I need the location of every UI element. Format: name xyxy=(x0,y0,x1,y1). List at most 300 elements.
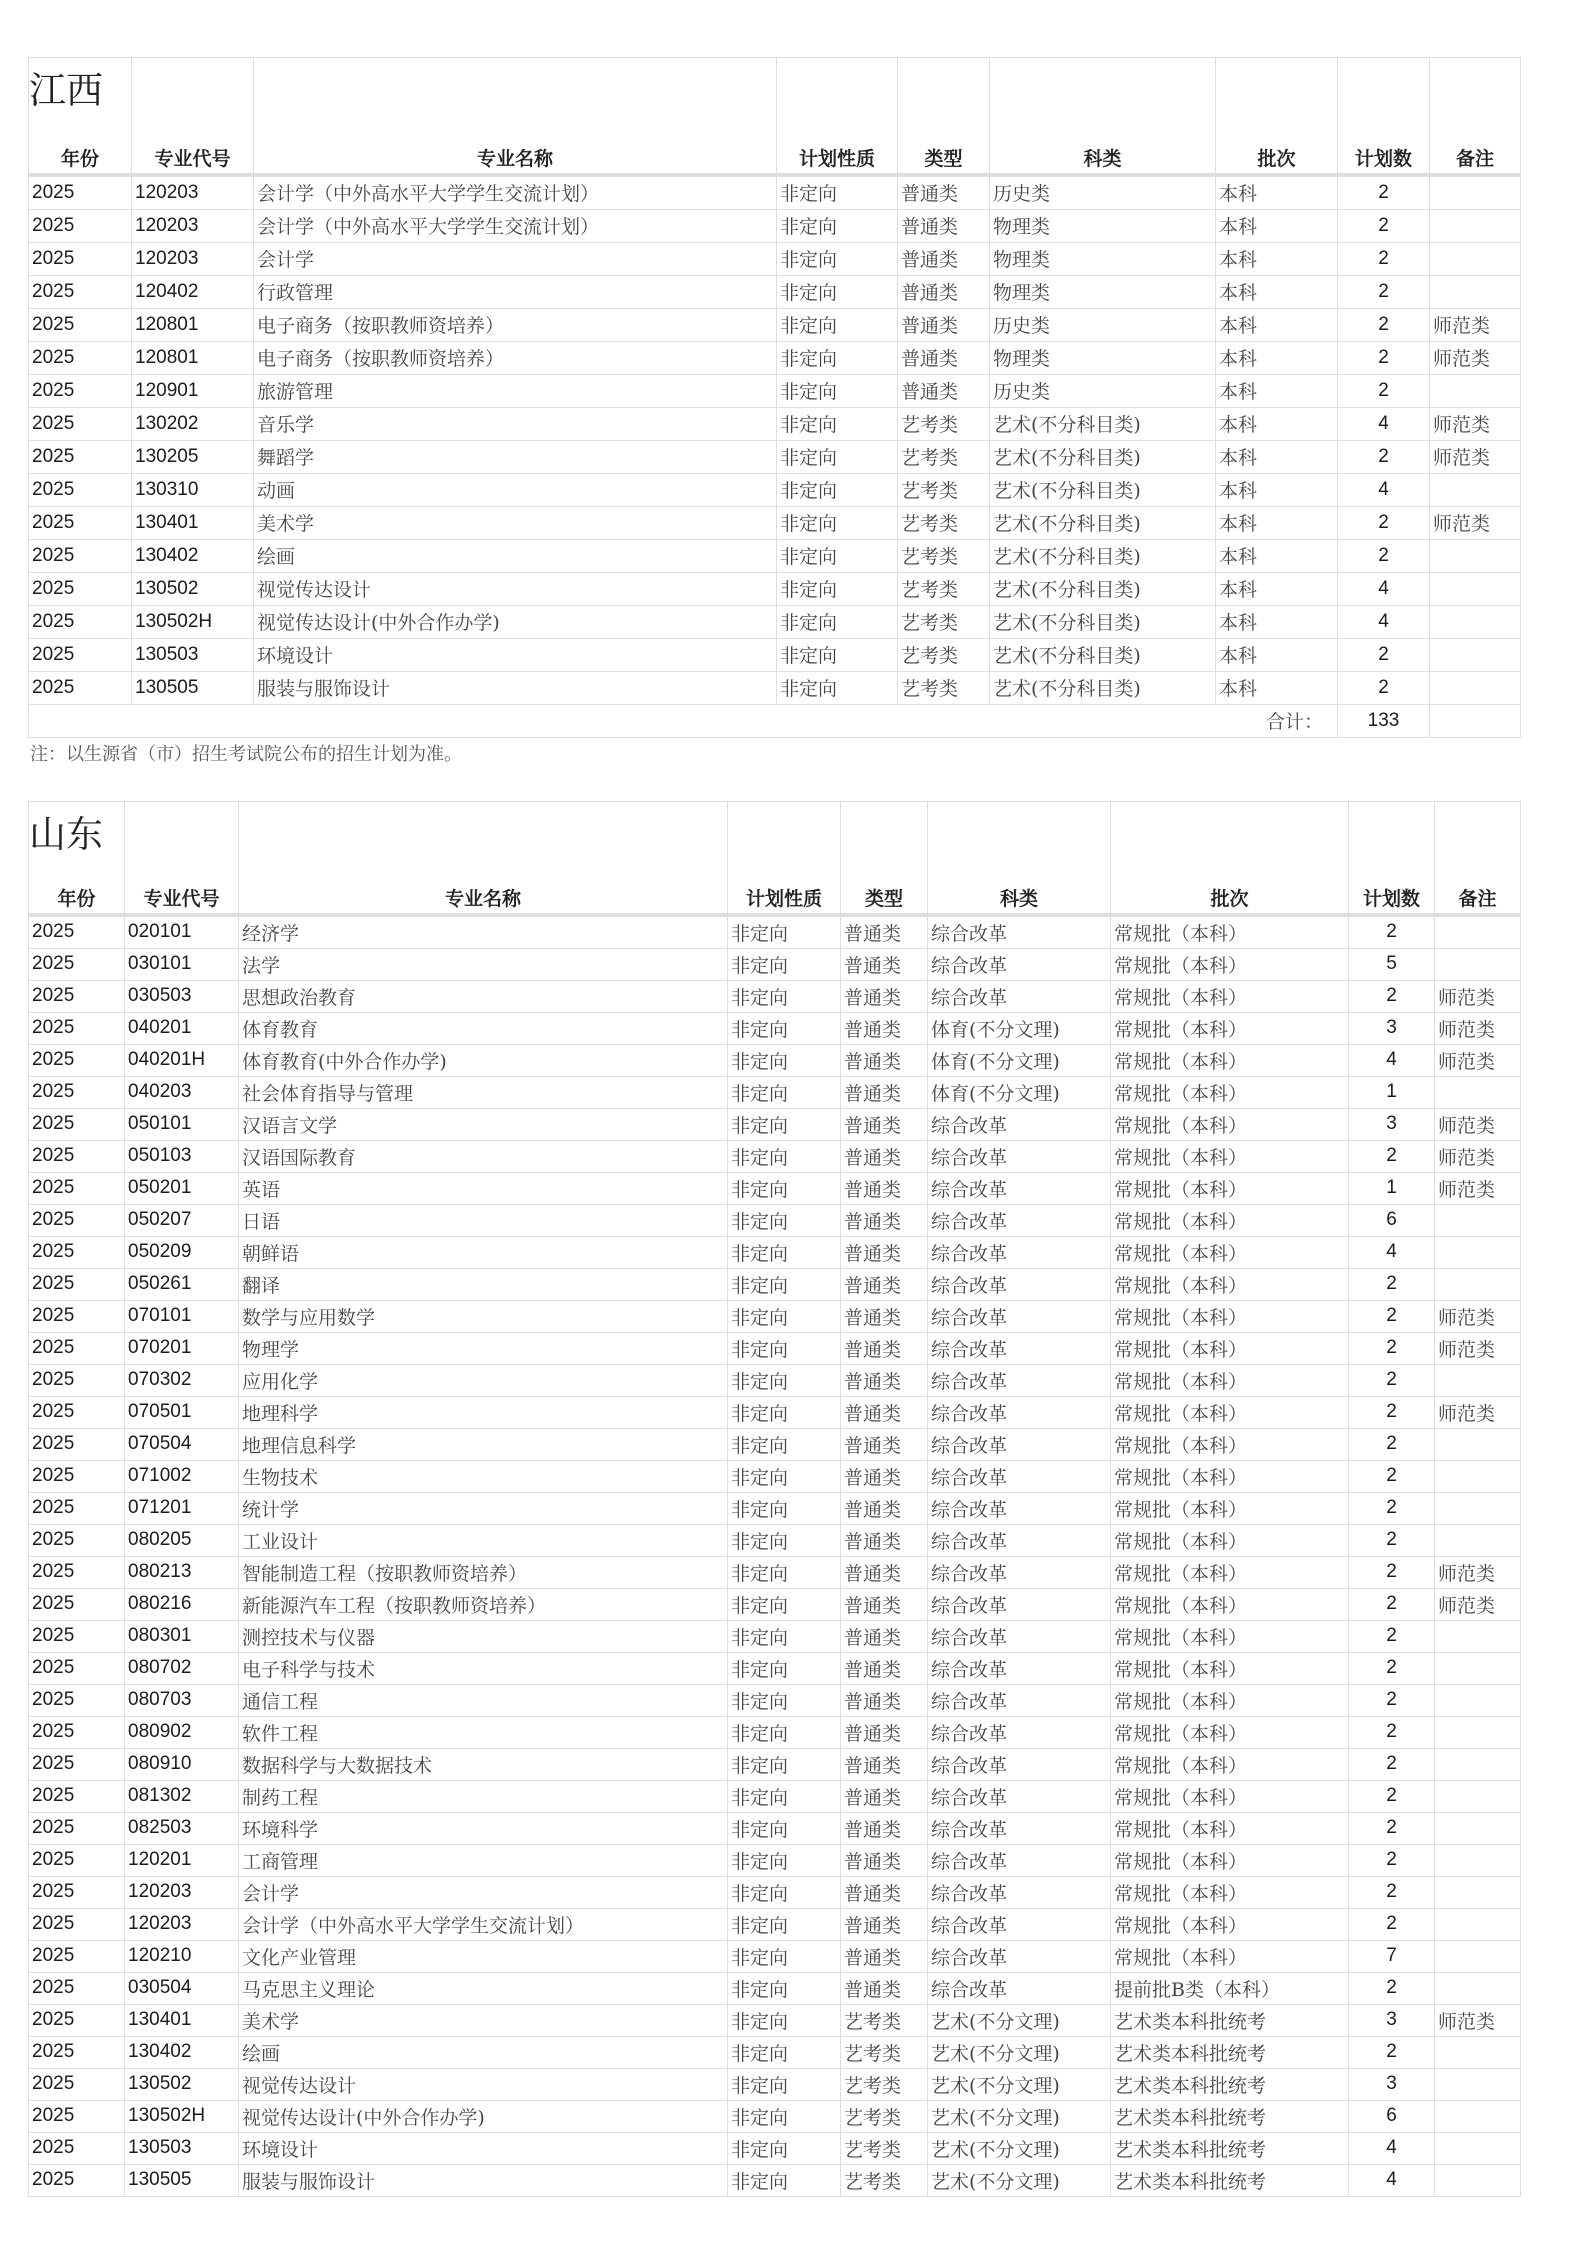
cell-major-code: 080703 xyxy=(125,1684,239,1716)
cell-plan-count: 2 xyxy=(1338,242,1430,275)
table-row xyxy=(29,242,1521,275)
cell-subject-category: 艺术(不分文理) xyxy=(928,2164,1111,2196)
cell-subject-category: 综合改革 xyxy=(928,1716,1111,1748)
cell-plan-nature: 非定向 xyxy=(728,1716,841,1748)
table-row xyxy=(29,1428,1521,1460)
cell-batch: 常规批（本科） xyxy=(1111,1012,1349,1044)
cell-batch: 常规批（本科） xyxy=(1111,1748,1349,1780)
cell-plan-count: 2 xyxy=(1349,1300,1435,1332)
cell-plan-nature: 非定向 xyxy=(777,440,898,473)
table-row xyxy=(29,275,1521,308)
cell-remarks xyxy=(1435,2068,1521,2100)
cell-remarks: 师范类 xyxy=(1435,1140,1521,1172)
cell-plan-nature: 非定向 xyxy=(777,506,898,539)
cell-batch: 常规批（本科） xyxy=(1111,1684,1349,1716)
cell-year: 2025 xyxy=(29,1492,125,1524)
cell-remarks xyxy=(1435,1364,1521,1396)
cell-remarks xyxy=(1435,2036,1521,2068)
cell-remarks xyxy=(1435,1428,1521,1460)
cell-type: 普通类 xyxy=(841,1684,928,1716)
table-row xyxy=(29,374,1521,407)
cell-plan-count: 2 xyxy=(1338,308,1430,341)
cell-batch: 本科 xyxy=(1216,209,1338,242)
cell-major-name: 应用化学 xyxy=(239,1364,728,1396)
cell-type: 普通类 xyxy=(898,308,990,341)
cell-major-code: 130503 xyxy=(125,2132,239,2164)
cell-type: 艺考类 xyxy=(841,2068,928,2100)
cell-subject-category: 物理类 xyxy=(990,209,1216,242)
cell-batch: 常规批（本科） xyxy=(1111,1652,1349,1684)
cell-subject-category: 历史类 xyxy=(990,308,1216,341)
cell-subject-category: 综合改革 xyxy=(928,1556,1111,1588)
cell-plan-count: 2 xyxy=(1349,1972,1435,2004)
cell-plan-count: 2 xyxy=(1349,1524,1435,1556)
cell-major-code: 040201H xyxy=(125,1044,239,1076)
cell-plan-count: 2 xyxy=(1338,209,1430,242)
cell-plan-count: 2 xyxy=(1349,1716,1435,1748)
cell-batch: 常规批（本科） xyxy=(1111,1396,1349,1428)
cell-plan-count: 2 xyxy=(1349,1460,1435,1492)
cell-type: 普通类 xyxy=(898,374,990,407)
table-row xyxy=(29,539,1521,572)
header-major-code: 专业代号 xyxy=(132,58,254,175)
cell-plan-count: 2 xyxy=(1338,539,1430,572)
cell-plan-count: 2 xyxy=(1349,1140,1435,1172)
cell-plan-count: 5 xyxy=(1349,948,1435,980)
cell-major-code: 080213 xyxy=(125,1556,239,1588)
cell-remarks xyxy=(1435,1940,1521,1972)
cell-batch: 常规批（本科） xyxy=(1111,1940,1349,1972)
table-row xyxy=(29,407,1521,440)
cell-subject-category: 艺术(不分文理) xyxy=(928,2132,1111,2164)
cell-plan-nature: 非定向 xyxy=(728,948,841,980)
cell-batch: 本科 xyxy=(1216,341,1338,374)
cell-batch: 常规批（本科） xyxy=(1111,1620,1349,1652)
cell-batch: 常规批（本科） xyxy=(1111,1460,1349,1492)
cell-major-name: 环境科学 xyxy=(239,1812,728,1844)
cell-major-code: 120201 xyxy=(125,1844,239,1876)
cell-batch: 本科 xyxy=(1216,242,1338,275)
cell-plan-count: 7 xyxy=(1349,1940,1435,1972)
cell-remarks xyxy=(1430,539,1521,572)
footnote: 注：以生源省（市）招生考试院公布的招生计划为准。 xyxy=(30,744,462,765)
cell-plan-count: 2 xyxy=(1338,506,1430,539)
table-row xyxy=(29,605,1521,638)
cell-type: 艺考类 xyxy=(898,605,990,638)
cell-remarks xyxy=(1435,1684,1521,1716)
cell-year: 2025 xyxy=(29,605,132,638)
cell-major-code: 120901 xyxy=(132,374,254,407)
cell-year: 2025 xyxy=(29,1268,125,1300)
table-row xyxy=(29,1652,1521,1684)
cell-subject-category: 综合改革 xyxy=(928,1780,1111,1812)
cell-major-code: 130502 xyxy=(132,572,254,605)
cell-plan-count: 2 xyxy=(1338,374,1430,407)
cell-major-name: 数据科学与大数据技术 xyxy=(239,1748,728,1780)
cell-batch: 常规批（本科） xyxy=(1111,1492,1349,1524)
cell-year: 2025 xyxy=(29,1140,125,1172)
cell-batch: 艺术类本科批统考 xyxy=(1111,2132,1349,2164)
cell-type: 普通类 xyxy=(841,1844,928,1876)
cell-subject-category: 综合改革 xyxy=(928,1428,1111,1460)
cell-plan-count: 2 xyxy=(1349,1492,1435,1524)
cell-type: 普通类 xyxy=(898,341,990,374)
cell-type: 普通类 xyxy=(841,1524,928,1556)
cell-type: 普通类 xyxy=(841,1812,928,1844)
header-plan-nature: 计划性质 xyxy=(728,802,841,915)
header-plan-count: 计划数 xyxy=(1349,802,1435,915)
cell-batch: 艺术类本科批统考 xyxy=(1111,2100,1349,2132)
cell-year: 2025 xyxy=(29,308,132,341)
cell-plan-count: 2 xyxy=(1349,1332,1435,1364)
table-row xyxy=(29,2068,1521,2100)
cell-remarks: 师范类 xyxy=(1435,1556,1521,1588)
cell-major-code: 120801 xyxy=(132,341,254,374)
cell-plan-nature: 非定向 xyxy=(728,1428,841,1460)
cell-major-name: 地理科学 xyxy=(239,1396,728,1428)
cell-major-code: 050261 xyxy=(125,1268,239,1300)
cell-year: 2025 xyxy=(29,2068,125,2100)
cell-year: 2025 xyxy=(29,2164,125,2196)
cell-plan-nature: 非定向 xyxy=(728,1588,841,1620)
cell-major-name: 生物技术 xyxy=(239,1460,728,1492)
cell-batch: 常规批（本科） xyxy=(1111,980,1349,1012)
cell-major-code: 120402 xyxy=(132,275,254,308)
cell-major-code: 130205 xyxy=(132,440,254,473)
cell-year: 2025 xyxy=(29,1844,125,1876)
cell-major-name: 音乐学 xyxy=(254,407,777,440)
cell-subject-category: 综合改革 xyxy=(928,1844,1111,1876)
cell-batch: 本科 xyxy=(1216,506,1338,539)
cell-type: 普通类 xyxy=(841,1268,928,1300)
cell-type: 艺考类 xyxy=(841,2132,928,2164)
header-remarks: 备注 xyxy=(1430,58,1521,175)
cell-year: 2025 xyxy=(29,1300,125,1332)
cell-batch: 本科 xyxy=(1216,374,1338,407)
cell-remarks: 师范类 xyxy=(1435,1172,1521,1204)
cell-major-code: 130503 xyxy=(132,638,254,671)
table-row xyxy=(29,2004,1521,2036)
cell-subject-category: 综合改革 xyxy=(928,1684,1111,1716)
cell-plan-count: 2 xyxy=(1338,671,1430,704)
cell-major-name: 工业设计 xyxy=(239,1524,728,1556)
cell-remarks xyxy=(1430,671,1521,704)
cell-plan-nature: 非定向 xyxy=(777,638,898,671)
cell-type: 普通类 xyxy=(841,1748,928,1780)
cell-plan-nature: 非定向 xyxy=(728,1396,841,1428)
table-row xyxy=(29,1588,1521,1620)
cell-remarks: 师范类 xyxy=(1430,308,1521,341)
cell-subject-category: 艺术(不分科目类) xyxy=(990,506,1216,539)
cell-year: 2025 xyxy=(29,175,132,210)
cell-major-name: 通信工程 xyxy=(239,1684,728,1716)
cell-year: 2025 xyxy=(29,1108,125,1140)
cell-plan-nature: 非定向 xyxy=(728,1204,841,1236)
cell-batch: 本科 xyxy=(1216,407,1338,440)
cell-remarks xyxy=(1435,1268,1521,1300)
cell-year: 2025 xyxy=(29,374,132,407)
cell-major-code: 080702 xyxy=(125,1652,239,1684)
cell-major-code: 120203 xyxy=(132,209,254,242)
table-row xyxy=(29,341,1521,374)
cell-plan-count: 1 xyxy=(1349,1172,1435,1204)
cell-remarks xyxy=(1435,1204,1521,1236)
cell-remarks: 师范类 xyxy=(1435,2004,1521,2036)
cell-type: 艺考类 xyxy=(898,506,990,539)
cell-batch: 本科 xyxy=(1216,539,1338,572)
header-batch: 批次 xyxy=(1216,58,1338,175)
cell-remarks xyxy=(1430,638,1521,671)
cell-major-code: 050207 xyxy=(125,1204,239,1236)
cell-plan-count: 2 xyxy=(1338,275,1430,308)
cell-plan-count: 2 xyxy=(1338,341,1430,374)
cell-major-code: 120801 xyxy=(132,308,254,341)
cell-major-code: 070201 xyxy=(125,1332,239,1364)
cell-major-name: 绘画 xyxy=(254,539,777,572)
cell-major-name: 视觉传达设计(中外合作办学) xyxy=(254,605,777,638)
cell-major-name: 美术学 xyxy=(254,506,777,539)
cell-remarks xyxy=(1435,2132,1521,2164)
table-row xyxy=(29,209,1521,242)
cell-subject-category: 综合改革 xyxy=(928,1108,1111,1140)
header-major-code: 专业代号 xyxy=(125,802,239,915)
cell-plan-count: 2 xyxy=(1349,1684,1435,1716)
table-row xyxy=(29,2132,1521,2164)
cell-remarks xyxy=(1430,242,1521,275)
cell-major-name: 马克思主义理论 xyxy=(239,1972,728,2004)
cell-type: 普通类 xyxy=(898,175,990,210)
table-row xyxy=(29,1012,1521,1044)
cell-year: 2025 xyxy=(29,2100,125,2132)
header-type: 类型 xyxy=(898,58,990,175)
cell-plan-count: 2 xyxy=(1349,915,1435,949)
cell-remarks xyxy=(1435,1972,1521,2004)
cell-batch: 常规批（本科） xyxy=(1111,1428,1349,1460)
cell-batch: 本科 xyxy=(1216,440,1338,473)
table-row xyxy=(29,440,1521,473)
cell-subject-category: 综合改革 xyxy=(928,1588,1111,1620)
cell-major-code: 070302 xyxy=(125,1364,239,1396)
cell-plan-count: 6 xyxy=(1349,1204,1435,1236)
cell-remarks xyxy=(1435,1076,1521,1108)
cell-major-name: 绘画 xyxy=(239,2036,728,2068)
table-row xyxy=(29,638,1521,671)
cell-batch: 艺术类本科批统考 xyxy=(1111,2004,1349,2036)
cell-plan-count: 4 xyxy=(1338,473,1430,506)
cell-plan-nature: 非定向 xyxy=(728,1844,841,1876)
cell-batch: 常规批（本科） xyxy=(1111,1908,1349,1940)
cell-batch: 常规批（本科） xyxy=(1111,1780,1349,1812)
cell-plan-nature: 非定向 xyxy=(728,980,841,1012)
cell-subject-category: 历史类 xyxy=(990,374,1216,407)
cell-plan-nature: 非定向 xyxy=(777,671,898,704)
table-row xyxy=(29,1780,1521,1812)
cell-plan-nature: 非定向 xyxy=(777,341,898,374)
cell-type: 普通类 xyxy=(841,1140,928,1172)
cell-batch: 常规批（本科） xyxy=(1111,1172,1349,1204)
cell-subject-category: 艺术(不分科目类) xyxy=(990,671,1216,704)
cell-batch: 艺术类本科批统考 xyxy=(1111,2036,1349,2068)
cell-batch: 常规批（本科） xyxy=(1111,1204,1349,1236)
cell-major-code: 081302 xyxy=(125,1780,239,1812)
cell-batch: 艺术类本科批统考 xyxy=(1111,2068,1349,2100)
cell-batch: 提前批B类（本科） xyxy=(1111,1972,1349,2004)
cell-remarks: 师范类 xyxy=(1435,1012,1521,1044)
cell-year: 2025 xyxy=(29,1780,125,1812)
table-row xyxy=(29,2100,1521,2132)
cell-major-code: 050209 xyxy=(125,1236,239,1268)
cell-plan-count: 2 xyxy=(1338,175,1430,210)
cell-year: 2025 xyxy=(29,915,125,949)
cell-remarks xyxy=(1435,1236,1521,1268)
cell-plan-nature: 非定向 xyxy=(777,407,898,440)
cell-batch: 常规批（本科） xyxy=(1111,1108,1349,1140)
cell-batch: 常规批（本科） xyxy=(1111,1524,1349,1556)
table-row xyxy=(29,2164,1521,2196)
province-title: 山东 xyxy=(29,813,103,856)
cell-type: 普通类 xyxy=(898,242,990,275)
cell-year: 2025 xyxy=(29,1332,125,1364)
cell-major-code: 130505 xyxy=(125,2164,239,2196)
cell-major-code: 080902 xyxy=(125,1716,239,1748)
cell-remarks xyxy=(1435,948,1521,980)
cell-major-code: 130401 xyxy=(132,506,254,539)
cell-subject-category: 艺术(不分科目类) xyxy=(990,473,1216,506)
cell-batch: 本科 xyxy=(1216,572,1338,605)
cell-subject-category: 艺术(不分科目类) xyxy=(990,638,1216,671)
cell-remarks: 师范类 xyxy=(1435,1588,1521,1620)
cell-type: 普通类 xyxy=(841,1620,928,1652)
cell-plan-nature: 非定向 xyxy=(728,1076,841,1108)
cell-batch: 本科 xyxy=(1216,671,1338,704)
cell-plan-count: 4 xyxy=(1349,1044,1435,1076)
cell-type: 艺考类 xyxy=(898,671,990,704)
cell-plan-count: 4 xyxy=(1338,572,1430,605)
table-row xyxy=(29,1844,1521,1876)
cell-year: 2025 xyxy=(29,506,132,539)
cell-type: 普通类 xyxy=(841,915,928,949)
table-row xyxy=(29,1140,1521,1172)
cell-major-name: 社会体育指导与管理 xyxy=(239,1076,728,1108)
cell-plan-count: 4 xyxy=(1349,1236,1435,1268)
cell-major-name: 会计学（中外高水平大学学生交流计划） xyxy=(254,175,777,210)
cell-plan-nature: 非定向 xyxy=(728,1908,841,1940)
cell-plan-count: 2 xyxy=(1349,1268,1435,1300)
cell-plan-count: 4 xyxy=(1349,2132,1435,2164)
cell-year: 2025 xyxy=(29,980,125,1012)
cell-batch: 常规批（本科） xyxy=(1111,1556,1349,1588)
cell-subject-category: 综合改革 xyxy=(928,980,1111,1012)
cell-plan-nature: 非定向 xyxy=(728,2068,841,2100)
cell-remarks xyxy=(1430,473,1521,506)
cell-subject-category: 综合改革 xyxy=(928,1460,1111,1492)
cell-remarks xyxy=(1430,572,1521,605)
cell-year: 2025 xyxy=(29,1524,125,1556)
cell-major-name: 舞蹈学 xyxy=(254,440,777,473)
cell-year: 2025 xyxy=(29,638,132,671)
cell-major-name: 地理信息科学 xyxy=(239,1428,728,1460)
table-row xyxy=(29,1204,1521,1236)
table-row xyxy=(29,1076,1521,1108)
cell-plan-nature: 非定向 xyxy=(777,175,898,210)
cell-subject-category: 综合改革 xyxy=(928,1268,1111,1300)
cell-plan-nature: 非定向 xyxy=(728,1108,841,1140)
cell-plan-nature: 非定向 xyxy=(777,539,898,572)
cell-batch: 常规批（本科） xyxy=(1111,1876,1349,1908)
cell-remarks xyxy=(1430,605,1521,638)
cell-major-name: 软件工程 xyxy=(239,1716,728,1748)
cell-subject-category: 综合改革 xyxy=(928,1908,1111,1940)
cell-remarks: 师范类 xyxy=(1435,980,1521,1012)
cell-major-code: 070101 xyxy=(125,1300,239,1332)
cell-major-code: 130502H xyxy=(125,2100,239,2132)
cell-major-name: 环境设计 xyxy=(239,2132,728,2164)
cell-major-name: 工商管理 xyxy=(239,1844,728,1876)
header-batch: 批次 xyxy=(1111,802,1349,915)
cell-plan-count: 2 xyxy=(1349,1620,1435,1652)
cell-type: 普通类 xyxy=(841,1940,928,1972)
cell-plan-nature: 非定向 xyxy=(728,2100,841,2132)
jiangxi-table xyxy=(28,57,1521,738)
cell-type: 普通类 xyxy=(841,1780,928,1812)
cell-plan-count: 2 xyxy=(1349,1908,1435,1940)
cell-remarks xyxy=(1435,1460,1521,1492)
cell-subject-category: 综合改革 xyxy=(928,1236,1111,1268)
cell-major-name: 智能制造工程（按职教师资培养） xyxy=(239,1556,728,1588)
cell-major-code: 120203 xyxy=(125,1876,239,1908)
table-row xyxy=(29,1716,1521,1748)
table-row xyxy=(29,1332,1521,1364)
cell-plan-nature: 非定向 xyxy=(728,915,841,949)
cell-remarks xyxy=(1430,209,1521,242)
cell-subject-category: 综合改革 xyxy=(928,1748,1111,1780)
cell-major-code: 030504 xyxy=(125,1972,239,2004)
cell-type: 普通类 xyxy=(841,1300,928,1332)
cell-remarks xyxy=(1435,1908,1521,1940)
cell-major-code: 080205 xyxy=(125,1524,239,1556)
cell-plan-count: 2 xyxy=(1349,1780,1435,1812)
cell-year: 2025 xyxy=(29,2036,125,2068)
cell-plan-count: 2 xyxy=(1349,1396,1435,1428)
cell-plan-nature: 非定向 xyxy=(728,1332,841,1364)
cell-year: 2025 xyxy=(29,671,132,704)
table-row xyxy=(29,1172,1521,1204)
cell-plan-nature: 非定向 xyxy=(728,1684,841,1716)
cell-plan-nature: 非定向 xyxy=(728,1140,841,1172)
cell-remarks xyxy=(1435,1620,1521,1652)
cell-plan-nature: 非定向 xyxy=(728,2132,841,2164)
header-year: 江西 年份 xyxy=(29,58,132,175)
cell-batch: 常规批（本科） xyxy=(1111,1268,1349,1300)
cell-type: 普通类 xyxy=(898,209,990,242)
cell-batch: 常规批（本科） xyxy=(1111,1044,1349,1076)
cell-major-name: 会计学（中外高水平大学学生交流计划） xyxy=(254,209,777,242)
cell-year: 2025 xyxy=(29,242,132,275)
cell-type: 艺考类 xyxy=(898,407,990,440)
cell-year: 2025 xyxy=(29,1876,125,1908)
cell-major-code: 130401 xyxy=(125,2004,239,2036)
cell-year: 2025 xyxy=(29,1908,125,1940)
cell-major-code: 050101 xyxy=(125,1108,239,1140)
cell-batch: 常规批（本科） xyxy=(1111,915,1349,949)
header-subject-category: 科类 xyxy=(928,802,1111,915)
cell-major-name: 美术学 xyxy=(239,2004,728,2036)
cell-remarks: 师范类 xyxy=(1435,1300,1521,1332)
header-plan-count: 计划数 xyxy=(1338,58,1430,175)
cell-major-code: 020101 xyxy=(125,915,239,949)
cell-year: 2025 xyxy=(29,1748,125,1780)
cell-type: 普通类 xyxy=(841,1492,928,1524)
